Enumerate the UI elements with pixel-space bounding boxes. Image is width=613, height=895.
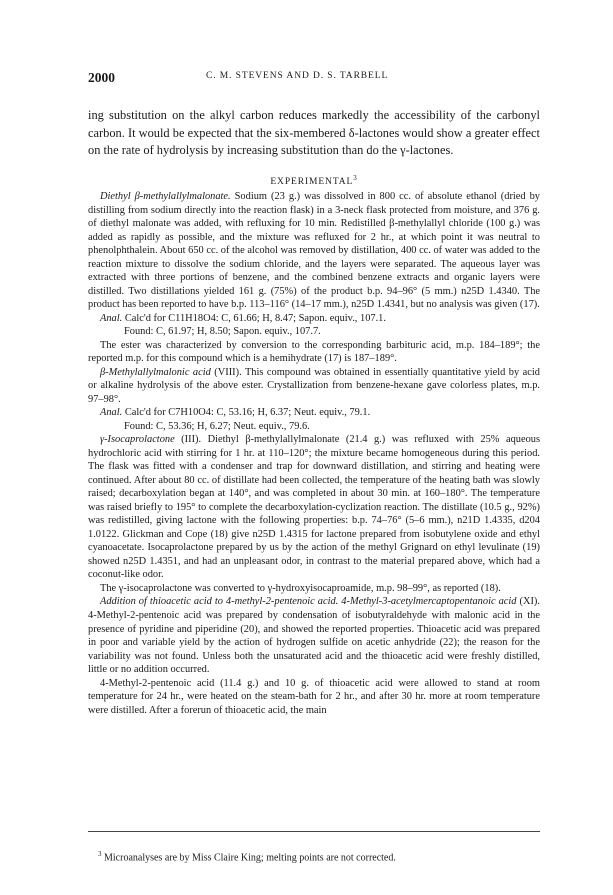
paragraph-title: Anal. xyxy=(100,407,123,419)
footnote-divider xyxy=(88,831,540,832)
section-title xyxy=(88,174,540,187)
section-title-text: EXPERIMENTAL xyxy=(270,177,354,188)
paragraph-text: 4-Methyl-2-pentenoic acid (11.4 g.) and 10 g. of thioacetic acid were allowed to stand at room temperature for 24 hr., were heated on the steam-bath for 2 hr., and after 30 hr. more at room temperature were distilled. After a forerun of thioacetic acid, the main xyxy=(88,677,540,716)
paragraph xyxy=(88,582,540,596)
paragraph-text: The γ-isocaprolactone was converted to γ-hydroxyisocaproamide, m.p. 98–99°, as reported (18). xyxy=(100,582,501,594)
section-footnote-mark: 3 xyxy=(353,174,358,182)
paragraph-text: (III). Diethyl β-methylallylmalonate (21.4 g.) was refluxed with 25% aqueous hydrochloric acid with stirring for 1 hr. at 110–120°; the mixture became homogeneous during this period. The flask was fitted with a condenser and trap for downward distillation, and stirring and heating were continued. After about 80 cc. of distillate had been collected, the temperature of the heating bath was slowly raised; decarboxylation began at 140°, and was completed in about 30 min. at 160–180°. The temperature was raised briefly to 195° to complete the decarboxylation-cyclization reaction. The distillate (10.5 g., 92%) was redistilled, giving lactone with the following properties: b.p. 74–76° (5–6 mm.), n21D 1.4335, d204 1.0122. Glickman and Cope (18) give n25D 1.4315 for lactone prepared from isobutylene oxide and ethyl cyanoacetate. Isocaprolactone prepared by us by the action of the methyl Grignard on ethyl levulinate (19) showed n25D 1.4351, and had an unpleasant odor, in contrast to the material prepared above, which had a coconut-like odor. xyxy=(88,434,540,581)
paragraph xyxy=(88,595,540,676)
paragraph xyxy=(88,190,540,312)
paragraph xyxy=(88,312,540,326)
paragraph-text: (XI). 4-Methyl-2-pentenoic acid was prepared by condensation of isobutyraldehyde with malonic acid in the presence of pyridine and piperidine (20), and showed the reported properties. Thioacetic acid was prepared in poor and variable yield by the action of hydrogen sulfide on acetic anhydride (22); the reason for the variability was not found. Unless both the unsaturated acid and the thioacetic acid were freshly distilled, little or no addition occurred. xyxy=(88,596,540,676)
paragraph xyxy=(88,420,540,434)
paragraph xyxy=(88,325,540,339)
paragraph xyxy=(88,406,540,420)
paragraph-title: γ-Isocaprolactone xyxy=(100,434,175,446)
footnote-mark: 3 xyxy=(98,850,102,858)
paragraph-text: The ester was characterized by conversion to the corresponding barbituric acid, m.p. 184–189°; the reported m.p. for this compound which is a hemihydrate (17) is 187–189°. xyxy=(88,339,540,365)
paragraph-title: Diethyl β-methylallylmalonate. xyxy=(100,191,231,202)
footnote-text: Microanalyses are by Miss Claire King; melting points are not corrected. xyxy=(101,852,396,864)
paragraph-text: Sodium (23 g.) was dissolved in 800 cc. of absolute ethanol (dried by distilling from sodium directly into the reaction flask) in a 3-neck flask protected from moisture, and 376 g. of diethyl malonate was added, with refluxing for 10 min. Redistilled β-methylallyl chloride (100 g.) was added as rapidly as possible, and the mixture was refluxed for 2 hr., at which point it was neutral to phenolphthalein. About 650 cc. of the alcohol was removed by distillation, 400 cc. of water was added to the reaction mixture to dissolve the sodium chloride, and the layers were separated. The aqueous layer was extracted with three portions of benzene, and the combined benzene extracts and organic layers were distilled. Two distillations yielded 161 g. (75%) of the product b.p. 94–96° (5 mm.) n25D 1.4340. The product has been reported to have b.p. 113–116° (14–17 mm.), n25D 1.4341, but no analysis was given (17). xyxy=(88,191,540,311)
paragraph xyxy=(88,339,540,366)
paragraph-text: Found: C, 53.36; H, 6.27; Neut. equiv., 79.6. xyxy=(124,420,310,432)
experimental-body xyxy=(88,190,540,717)
paragraph xyxy=(88,433,540,582)
paragraph xyxy=(88,366,540,407)
paragraph-title: β-Methylallylmalonic acid xyxy=(100,366,211,378)
paragraph xyxy=(88,677,540,718)
intro-paragraph: ing substitution on the alkyl carbon reduces markedly the accessibility of the carbonyl carbon. It would be expected that the six-membered δ-lactones would show a greater effect on the rate of hydrolysis by increasing substitution than do the γ-lactones. xyxy=(88,108,540,158)
page-number: 2000 xyxy=(88,70,115,85)
paragraph-title: Anal. xyxy=(100,312,123,324)
page-header xyxy=(88,70,540,84)
paragraph-title: Addition of thioacetic acid to 4-methyl-2-pentenoic acid. 4-Methyl-3-acetylmercaptopentanoic acid xyxy=(100,596,517,608)
paragraph-text: Calc'd for C7H10O4: C, 53.16; H, 6.37; Neut. equiv., 79.1. xyxy=(122,407,371,419)
footnote xyxy=(88,848,540,864)
paragraph-text: Calc'd for C11H18O4: C, 61.66; H, 8.47; Sapon. equiv., 107.1. xyxy=(122,312,386,324)
paragraph-text: (VIII). This compound was obtained in essentially quantitative yield by acid or alkaline hydrolysis of the above ester. Crystallization from benzene-hexane gave colorless plates, m.p. 97–98°. xyxy=(88,366,540,405)
paragraph-text: Found: C, 61.97; H, 8.50; Sapon. equiv., 107.7. xyxy=(124,326,321,338)
running-head: C. M. STEVENS AND D. S. TARBELL xyxy=(206,71,389,81)
